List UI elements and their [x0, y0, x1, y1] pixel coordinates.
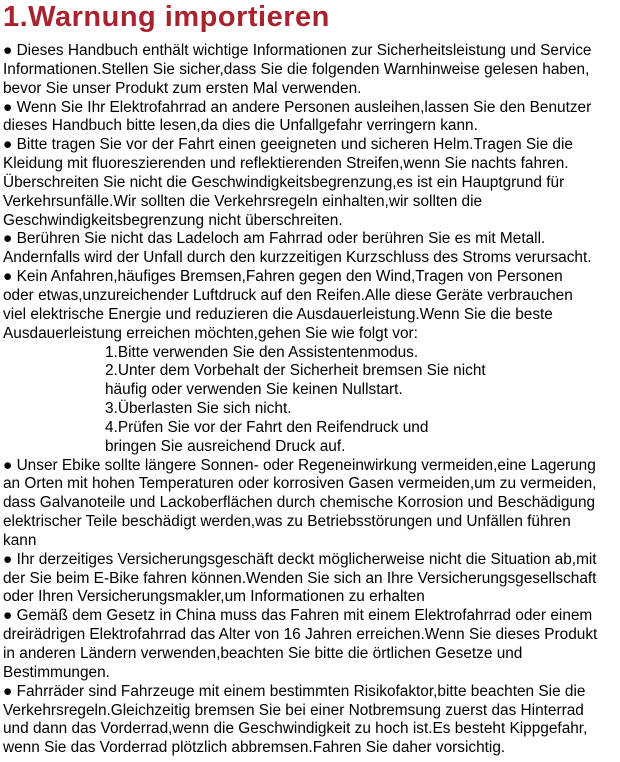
text-line: 4.Prüfen Sie vor der Fahrt den Reifendruck und	[105, 418, 429, 436]
text-line: oder etwas,unzureichender Luftdruck auf den Reifen.Alle diese Geräte verbrauchen	[3, 286, 573, 304]
text-line: Andernfalls wird der Unfall durch den kurzzeitigen Kurzschluss des Stroms verursacht.	[3, 249, 592, 267]
text-line: Informationen.Stellen Sie sicher,dass Sie die folgenden Warnhinweise gelesen haben,	[3, 60, 590, 78]
text-line: Verkehrsregeln.Gleichzeitig bremsen Sie bei einer Notbremsung zuerst das Hinterrad	[3, 701, 584, 719]
text-line: ● Wenn Sie Ihr Elektrofahrrad an andere Personen ausleihen,lassen Sie den Benutzer	[3, 98, 592, 116]
text-line: dass Galvanoteile und Lackoberflächen durch chemische Korrosion und Beschädigung	[3, 494, 596, 512]
text-line: kann	[3, 531, 37, 549]
text-line: 1.Bitte verwenden Sie den Assistentenmodus.	[105, 343, 419, 361]
text-line: Bestimmungen.	[3, 663, 110, 681]
text-line: oder Ihren Versicherungsmakler,um Informationen zu erhalten	[3, 588, 425, 606]
text-line: ● Gemäß dem Gesetz in China muss das Fahren mit einem Elektrofahrrad oder einem	[3, 607, 593, 625]
text-line: Überschreiten Sie nicht die Geschwindigkeitsbegrenzung,es ist ein Hauptgrund für	[3, 173, 565, 191]
text-line: wenn Sie das Vorderrad plötzlich abbremsen.Fahren Sie daher vorsichtig.	[3, 739, 506, 757]
text-line: bringen Sie ausreichend Druck auf.	[105, 437, 346, 455]
text-line: ● Dieses Handbuch enthält wichtige Informationen zur Sicherheitsleistung und Service	[3, 42, 592, 59]
text-line: ● Berühren Sie nicht das Ladeloch am Fahrrad oder berühren Sie es mit Metall.	[3, 230, 546, 248]
text-line: dreirädrigen Elektrofahrrad das Alter von 16 Jahren erreichen.Wenn Sie dieses Produkt	[3, 626, 598, 644]
text-line: bevor Sie unser Produkt zum ersten Mal verwenden.	[3, 79, 362, 97]
text-line: an Orten mit hohen Temperaturen oder korrosiven Gasen vermeiden,um zu vermeiden,	[3, 475, 597, 493]
text-line: 2.Unter dem Vorbehalt der Sicherheit bremsen Sie nicht	[105, 362, 486, 380]
text-line: ● Kein Anfahren,häufiges Bremsen,Fahren gegen den Wind,Tragen von Personen	[3, 268, 563, 286]
text-line: ● Fahrräder sind Fahrzeuge mit einem bestimmten Risikofaktor,bitte beachten Sie die	[3, 682, 586, 700]
text-line: viel elektrische Energie und reduzieren die Ausdauerleistung.Wenn Sie die beste	[3, 305, 553, 323]
text-line: in anderen Ländern verwenden,beachten Sie bitte die örtlichen Gesetze und	[3, 645, 523, 662]
warning-paragraph	[3, 268, 620, 343]
warning-paragraph	[3, 136, 620, 230]
warning-paragraph	[3, 551, 620, 608]
warning-paragraph	[3, 683, 620, 758]
warning-paragraph	[3, 457, 620, 551]
text-line: dieses Handbuch bitte lesen,da dies die Unfallgefahr verringern kann.	[3, 117, 478, 135]
text-line: Geschwindigkeitsbegrenzung nicht überschreiten.	[3, 211, 343, 229]
warning-paragraph	[3, 607, 620, 682]
text-line: elektrischer Teile beschädigt werden,was zu Betriebsstörungen und Unfällen führen	[3, 513, 571, 531]
text-line: Ausdauerleistung erreichen möchten,gehen Sie wie folgt vor:	[3, 324, 418, 342]
text-line: ● Unser Ebike sollte längere Sonnen- oder Regeneinwirkung vermeiden,eine Lagerung	[3, 456, 596, 474]
text-line: Verkehrsunfälle.Wir sollten die Verkehrsregeln einhalten,wir sollten die	[3, 192, 483, 210]
warning-paragraph	[3, 230, 620, 268]
text-line: Kleidung mit fluoreszierenden und reflektierenden Streifen,wenn Sie nachts fahren.	[3, 155, 569, 173]
text-line: ● Bitte tragen Sie vor der Fahrt einen geeigneten und sicheren Helm.Tragen Sie die	[3, 136, 573, 154]
warning-paragraph	[3, 99, 620, 137]
text-line: 3.Überlasten Sie sich nicht.	[105, 400, 292, 418]
text-line: häufig oder verwenden Sie keinen Nullstart.	[105, 381, 403, 399]
page-title: 1.Warnung importieren	[3, 1, 330, 33]
text-line: ● Ihr derzeitiges Versicherungsgeschäft deckt möglicherweise nicht die Situation ab,mit	[3, 550, 597, 568]
warning-paragraph	[3, 42, 620, 99]
numbered-steps-block	[3, 344, 620, 457]
text-line: der Sie beim E-Bike fahren können.Wenden Sie sich an Ihre Versicherungsgesellschaft	[3, 569, 597, 587]
text-line: und dann das Vorderrad,wenn die Geschwindigkeit zu hoch ist.Es besteht Kippgefahr,	[3, 720, 588, 738]
